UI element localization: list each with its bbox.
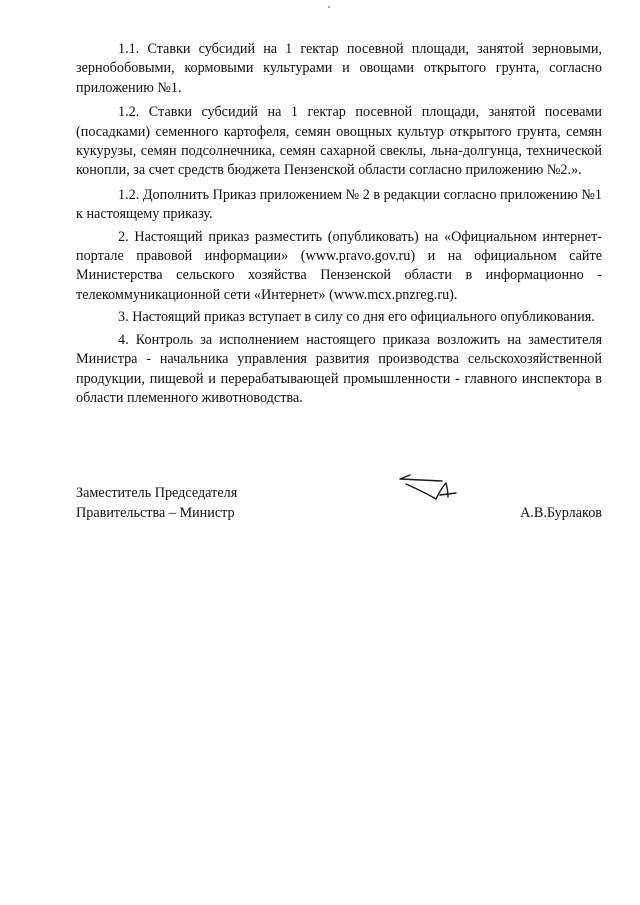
signatory-title-line1: Заместитель Председателя bbox=[76, 485, 238, 501]
signature-block bbox=[76, 483, 602, 543]
paragraph-4-control: 4. Контроль за исполнением настоящего приказа возложить на заместителя Министра - начальника управления развития производства сельскохозяйственной продукции, пищевой и перерабатывающей промышленности - главного инспектора в области племенного животноводства. bbox=[76, 331, 602, 406]
paragraph-3-effect: 3. Настоящий приказ вступает в силу со дня его официального опубликования. bbox=[118, 309, 595, 326]
paragraph-1-1: 1.1. Ставки субсидий на 1 гектар посевной площади, занятой зерновыми, зернобобовыми, кормовыми культурами и овощами открытого грунта, согласно приложению №1. bbox=[76, 41, 602, 96]
document-body bbox=[76, 40, 602, 413]
signatory-name: А.В.Бурлаков bbox=[520, 505, 602, 521]
scan-speck bbox=[328, 6, 330, 8]
paragraph-1-2-rates: 1.2. Ставки субсидий на 1 гектар посевной площади, занятой посевами (посадками) семенного картофеля, семян овощных культур открытого грунта, семян кукурузы, семян подсолнечника, семян сахарной свеклы, льна-долгунца, технической конопли, за счет средств бюджета Пензенской области согласно приложению №2.». bbox=[76, 104, 602, 179]
signatory-title-line2: Правительства – Министр bbox=[76, 505, 235, 521]
paragraph-1-2-supplement: 1.2. Дополнить Приказ приложением № 2 в редакции согласно приложению №1 к настоящему приказу. bbox=[76, 186, 602, 223]
handwritten-signature-icon bbox=[396, 473, 460, 503]
paragraph-2-publication: 2. Настоящий приказ разместить (опубликовать) на «Официальном интернет-портале правовой информации» (www.pravo.gov.ru) и на официальном сайте Министерства сельского хозяйства Пензенской области в информационно - телекоммуникационной сети «Интернет» (www.mcx.pnzreg.ru). bbox=[76, 228, 602, 303]
